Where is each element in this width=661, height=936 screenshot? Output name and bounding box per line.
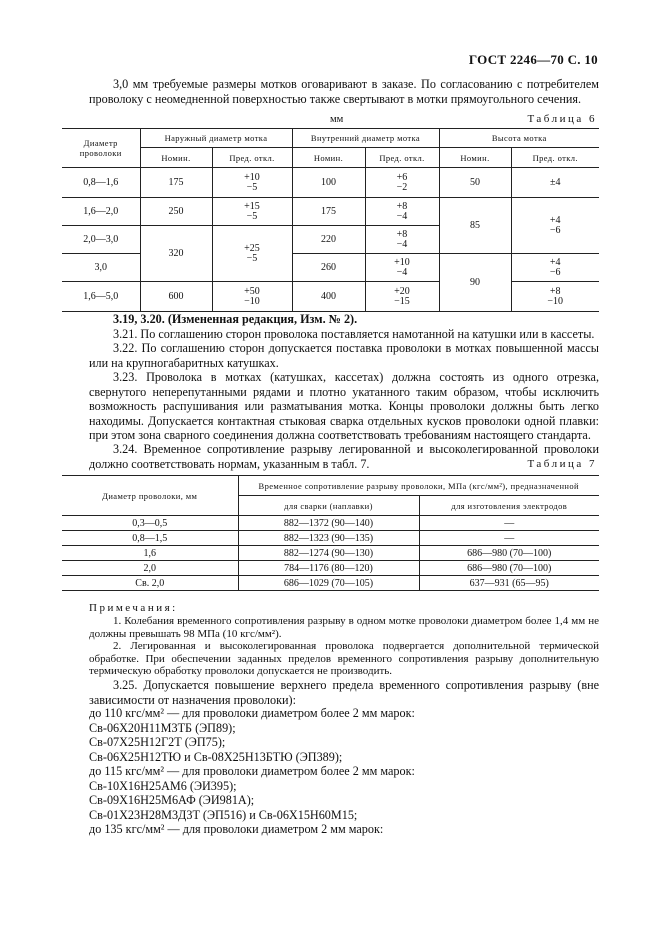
table-row <box>62 576 599 591</box>
list-item: Св-01Х23Н28М3Д3Т (ЭП516) и Св-06Х15Н60М15; <box>89 807 358 822</box>
list-item: до 135 кгс/мм² — для проволоки диаметром 2 мм марок: <box>89 822 384 836</box>
note-2: 2. Легированная и высоколегированная проволока подвергается дополнительной термической обработке. При обеспечении заданных пределов временного сопротивления разрыву дополнительную термическую обработку проволоки допускается не производить. <box>89 640 599 677</box>
cell: +8 −4 <box>365 198 439 226</box>
cell: 175 <box>140 168 212 198</box>
table6-sub-dev: Пред. откл. <box>511 148 599 168</box>
table6-sub-dev: Пред. откл. <box>212 148 292 168</box>
table-row <box>62 516 599 531</box>
cell: 250 <box>140 198 212 226</box>
table6-sub-nom: Номин. <box>292 148 365 168</box>
cell: 2,0 <box>62 561 238 576</box>
table6-group-height: Высота мотка <box>439 129 599 148</box>
cell: +10 −4 <box>365 254 439 282</box>
table7-sub-electrodes: для изготовления электродов <box>419 496 599 516</box>
table-row <box>62 282 599 312</box>
cell: +8 −10 <box>511 282 599 312</box>
cell: +4 −6 <box>511 198 599 254</box>
cell: +6 −2 <box>365 168 439 198</box>
table7-diam-header: Диаметр проволоки, мм <box>62 476 238 516</box>
cell: 1,6 <box>62 546 238 561</box>
cell: 3,0 <box>62 254 140 282</box>
cell: 0,8—1,5 <box>62 531 238 546</box>
table6-sub-nom: Номин. <box>140 148 212 168</box>
cell: +8 −4 <box>365 226 439 254</box>
cell: — <box>419 531 599 546</box>
table6 <box>62 128 599 312</box>
table7-sub-welding: для сварки (наплавки) <box>238 496 419 516</box>
table-row <box>62 531 599 546</box>
list-item: Св-10Х16Н25АМ6 (ЭИ395); <box>89 778 237 793</box>
list-item: до 115 кгс/мм² — для проволоки диаметром более 2 мм марок: <box>89 764 415 778</box>
table7 <box>62 475 599 591</box>
table6-caption: Таблица 6 <box>527 113 597 125</box>
para-319-text: 3.19, 3.20. (Измененная редакция, Изм. № 2). <box>113 312 358 326</box>
cell: +4 −6 <box>511 254 599 282</box>
cell: 882—1274 (90—130) <box>238 546 419 561</box>
list-item: Св-06Х25Н12ТЮ и Св-08Х25Н13БТЮ (ЭП389); <box>89 749 343 764</box>
cell: 400 <box>292 282 365 312</box>
cell: 85 <box>439 198 511 254</box>
cell: ±4 <box>511 168 599 198</box>
para-319 <box>89 312 599 327</box>
table-row <box>62 546 599 561</box>
cell: 600 <box>140 282 212 312</box>
list-item: Св-09Х16Н25М6АФ (ЭИ981А); <box>89 793 255 807</box>
table-row <box>62 198 599 226</box>
cell: 686—980 (70—100) <box>419 546 599 561</box>
table6-group-outer: Наружный диаметр мотка <box>140 129 292 148</box>
cell: 220 <box>292 226 365 254</box>
list-item: до 110 кгс/мм² — для проволоки диаметром более 2 мм марок: <box>89 706 415 720</box>
cell: +50 −10 <box>212 282 292 312</box>
cell: 882—1372 (90—140) <box>238 516 419 531</box>
table6-sub-nom: Номин. <box>439 148 511 168</box>
para-323: 3.23. Проволока в мотках (катушках, кассетах) должна состоять из одного отрезка, свернутого неперепутанными рядами и плотно укатанного таким образом, чтобы исключить возможность распушивания или разматывания мотка. Концы проволоки должны быть легко находимы. Допускается контактная стыковая сварка отдельных кусков проволоки одной плавки: при этом зона сварного соединения должна соответствовать требованиям настоящего стандарта. <box>89 370 599 442</box>
cell: +15 −5 <box>212 198 292 226</box>
cell: 0,8—1,6 <box>62 168 140 198</box>
table6-unit: мм <box>330 114 344 125</box>
cell: 686—980 (70—100) <box>419 561 599 576</box>
cell: — <box>419 516 599 531</box>
cell: 2,0—3,0 <box>62 226 140 254</box>
note-1: 1. Колебания временного сопротивления разрыву в одном мотке проволоки диаметром более 1,4 мм не должны превышать 98 МПа (10 кгс/мм²). <box>89 615 599 640</box>
notes-title: Примечания: <box>89 602 178 614</box>
intro-paragraph: 3,0 мм требуемые размеры мотков оговаривают в заказе. По согласованию с потребителем проволоку с неомедненной поверхностью также свертывают в мотки прямоугольного сечения. <box>89 77 599 106</box>
cell: 882—1323 (90—135) <box>238 531 419 546</box>
cell: +20 −15 <box>365 282 439 312</box>
cell: Св. 2,0 <box>62 576 238 591</box>
list-item: Св-07Х25Н12Г2Т (ЭП75); <box>89 735 226 749</box>
cell: 90 <box>439 254 511 312</box>
table-row <box>62 168 599 198</box>
table7-group-header: Временное сопротивление разрыву проволоки, МПа (кгс/мм²), предназначенной <box>238 476 599 496</box>
table6-sub-dev: Пред. откл. <box>365 148 439 168</box>
cell: 0,3—0,5 <box>62 516 238 531</box>
table6-diam-header: Диаметр проволоки <box>62 129 140 168</box>
cell: 1,6—5,0 <box>62 282 140 312</box>
cell: +25 −5 <box>212 226 292 282</box>
para-324: 3.24. Временное сопротивление разрыву легированной и высоколегированной проволоки должно соответствовать нормам, указанным в табл. 7. <box>89 442 599 471</box>
cell: 100 <box>292 168 365 198</box>
cell: 637—931 (65—95) <box>419 576 599 591</box>
para-321: 3.21. По соглашению сторон проволока поставляется намотанной на катушки или в кассеты. <box>113 327 595 341</box>
cell: 175 <box>292 198 365 226</box>
para-325: 3.25. Допускается повышение верхнего предела временного сопротивления разрыву (вне зависимости от назначения проволоки): <box>89 678 599 707</box>
page-header: ГОСТ 2246—70 С. 10 <box>468 52 598 67</box>
cell: 320 <box>140 226 212 282</box>
cell: 260 <box>292 254 365 282</box>
grade-list <box>89 706 415 837</box>
cell: 784—1176 (80—120) <box>238 561 419 576</box>
cell: +10 −5 <box>212 168 292 198</box>
para-322: 3.22. По соглашению сторон допускается поставка проволоки в мотках повышенной массы или на крупногабаритных катушках. <box>89 341 599 370</box>
cell: 1,6—2,0 <box>62 198 140 226</box>
table7-caption: Таблица 7 <box>527 458 597 470</box>
table6-group-inner: Внутренний диаметр мотка <box>292 129 439 148</box>
cell: 686—1029 (70—105) <box>238 576 419 591</box>
list-item: Св-06Х20Н11М3ТБ (ЭП89); <box>89 720 236 735</box>
cell: 50 <box>439 168 511 198</box>
table-row <box>62 561 599 576</box>
